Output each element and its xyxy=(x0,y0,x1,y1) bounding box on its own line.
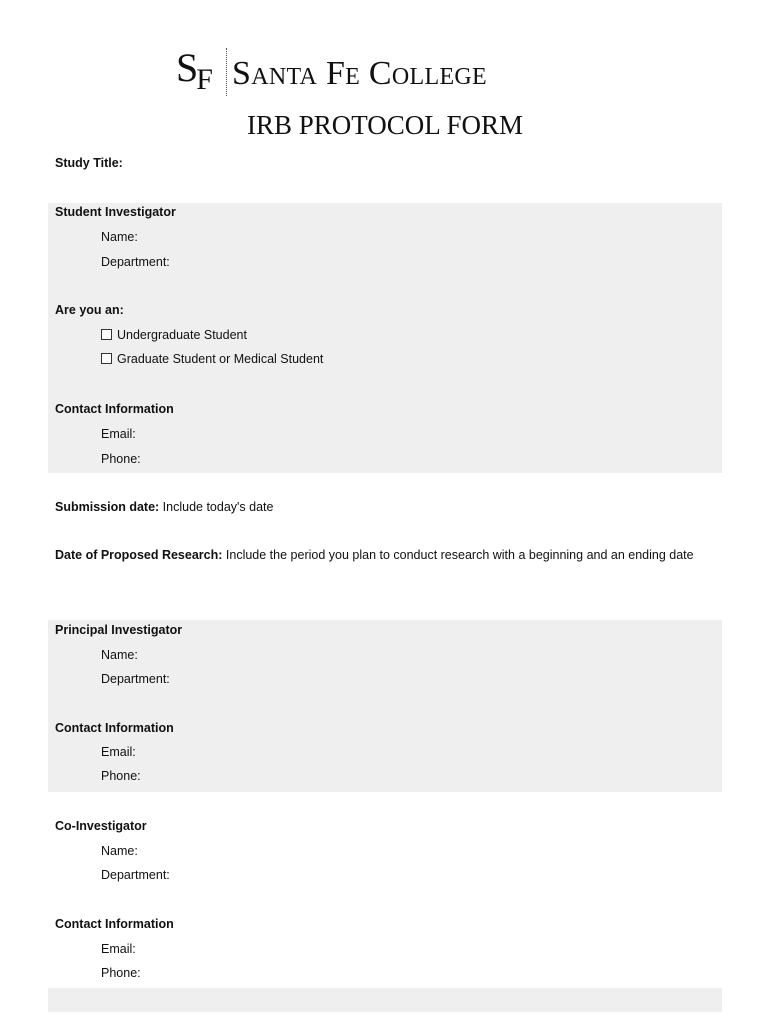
logo-letter-f: F xyxy=(196,63,213,96)
student-department-label: Department: xyxy=(101,255,170,269)
undergraduate-checkbox[interactable] xyxy=(101,329,112,340)
graduate-checkbox[interactable] xyxy=(101,353,112,364)
student-investigator-heading: Student Investigator xyxy=(55,205,176,219)
submission-date-row xyxy=(55,499,273,515)
principal-phone-label: Phone: xyxy=(101,769,141,783)
co-contact-heading: Contact Information xyxy=(55,917,174,931)
co-department-label: Department: xyxy=(101,868,170,882)
student-name-label: Name: xyxy=(101,230,138,244)
proposed-research-row xyxy=(55,543,695,567)
college-logo xyxy=(0,44,770,100)
proposed-research-label: Date of Proposed Research: xyxy=(55,548,223,562)
next-section-shade xyxy=(48,988,722,1012)
are-you-heading: Are you an: xyxy=(55,303,124,317)
co-name-label: Name: xyxy=(101,844,138,858)
student-email-label: Email: xyxy=(101,427,136,441)
sf-monogram-logo xyxy=(176,45,215,96)
principal-email-label: Email: xyxy=(101,745,136,759)
principal-contact-heading: Contact Information xyxy=(55,721,174,735)
student-phone-label: Phone: xyxy=(101,452,141,466)
logo-divider xyxy=(226,48,227,96)
proposed-research-hint: Include the period you plan to conduct research with a beginning and an ending date xyxy=(225,548,694,562)
form-title: IRB PROTOCOL FORM xyxy=(246,110,524,140)
study-title-label: Study Title: xyxy=(55,156,123,170)
principal-investigator-heading: Principal Investigator xyxy=(55,623,183,637)
submission-date-label: Submission date: xyxy=(55,500,160,514)
undergraduate-label: Undergraduate Student xyxy=(117,328,247,342)
option-graduate[interactable] xyxy=(101,351,323,367)
principal-department-label: Department: xyxy=(101,672,170,686)
submission-date-hint: Include today's date xyxy=(162,500,274,514)
principal-investigator-section xyxy=(48,620,722,792)
college-name: Santa Fe College xyxy=(232,55,487,92)
logo-letter-s: S xyxy=(176,45,199,90)
option-undergraduate[interactable] xyxy=(101,327,247,343)
student-contact-heading: Contact Information xyxy=(55,402,174,416)
principal-name-label: Name: xyxy=(101,648,138,662)
graduate-label: Graduate Student or Medical Student xyxy=(117,352,324,366)
co-investigator-heading: Co-Investigator xyxy=(55,819,147,833)
co-phone-label: Phone: xyxy=(101,966,141,980)
co-email-label: Email: xyxy=(101,942,136,956)
